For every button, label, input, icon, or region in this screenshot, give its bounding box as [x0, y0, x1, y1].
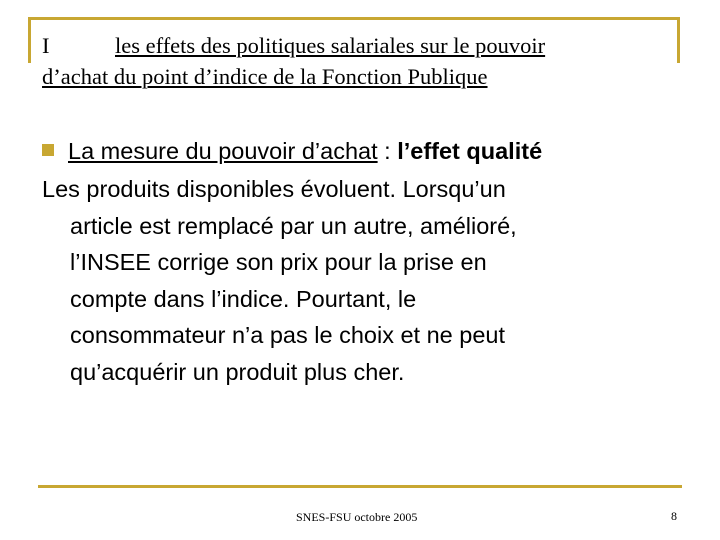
title-line-2: d’achat du point d’indice de la Fonction Publique [42, 64, 488, 89]
bullet-separator: : [377, 138, 398, 164]
page-number: 8 [671, 509, 677, 523]
body-line: Les produits disponibles évoluent. Lorsqu’un [42, 176, 506, 202]
body-line: compte dans l’indice. Pourtant, le [70, 285, 417, 312]
bullet-topic: La mesure du pouvoir d’achat [68, 138, 378, 164]
title-frame-top-rule [28, 17, 679, 20]
title-frame-left-rule [28, 17, 31, 63]
body-paragraph [42, 171, 682, 390]
title-line-1: les effets des politiques salariales sur le pouvoir [115, 33, 546, 58]
bullet-subject: l’effet qualité [397, 138, 543, 164]
square-bullet-icon [42, 144, 54, 156]
body-line: article est remplacé par un autre, amélioré, [70, 212, 517, 239]
title-section-number: I [42, 33, 50, 58]
body-line: l’INSEE corrige son prix pour la prise en [70, 249, 487, 275]
slide-title [42, 30, 672, 92]
footer-rule [38, 485, 682, 488]
body-line: consommateur n’a pas le choix et ne peut [70, 322, 506, 348]
footer-source: SNES-FSU octobre 2005 [296, 510, 418, 524]
body-line: qu’acquérir un produit plus cher. [70, 358, 405, 385]
bullet-heading [42, 134, 542, 168]
title-frame-right-rule [677, 17, 680, 63]
